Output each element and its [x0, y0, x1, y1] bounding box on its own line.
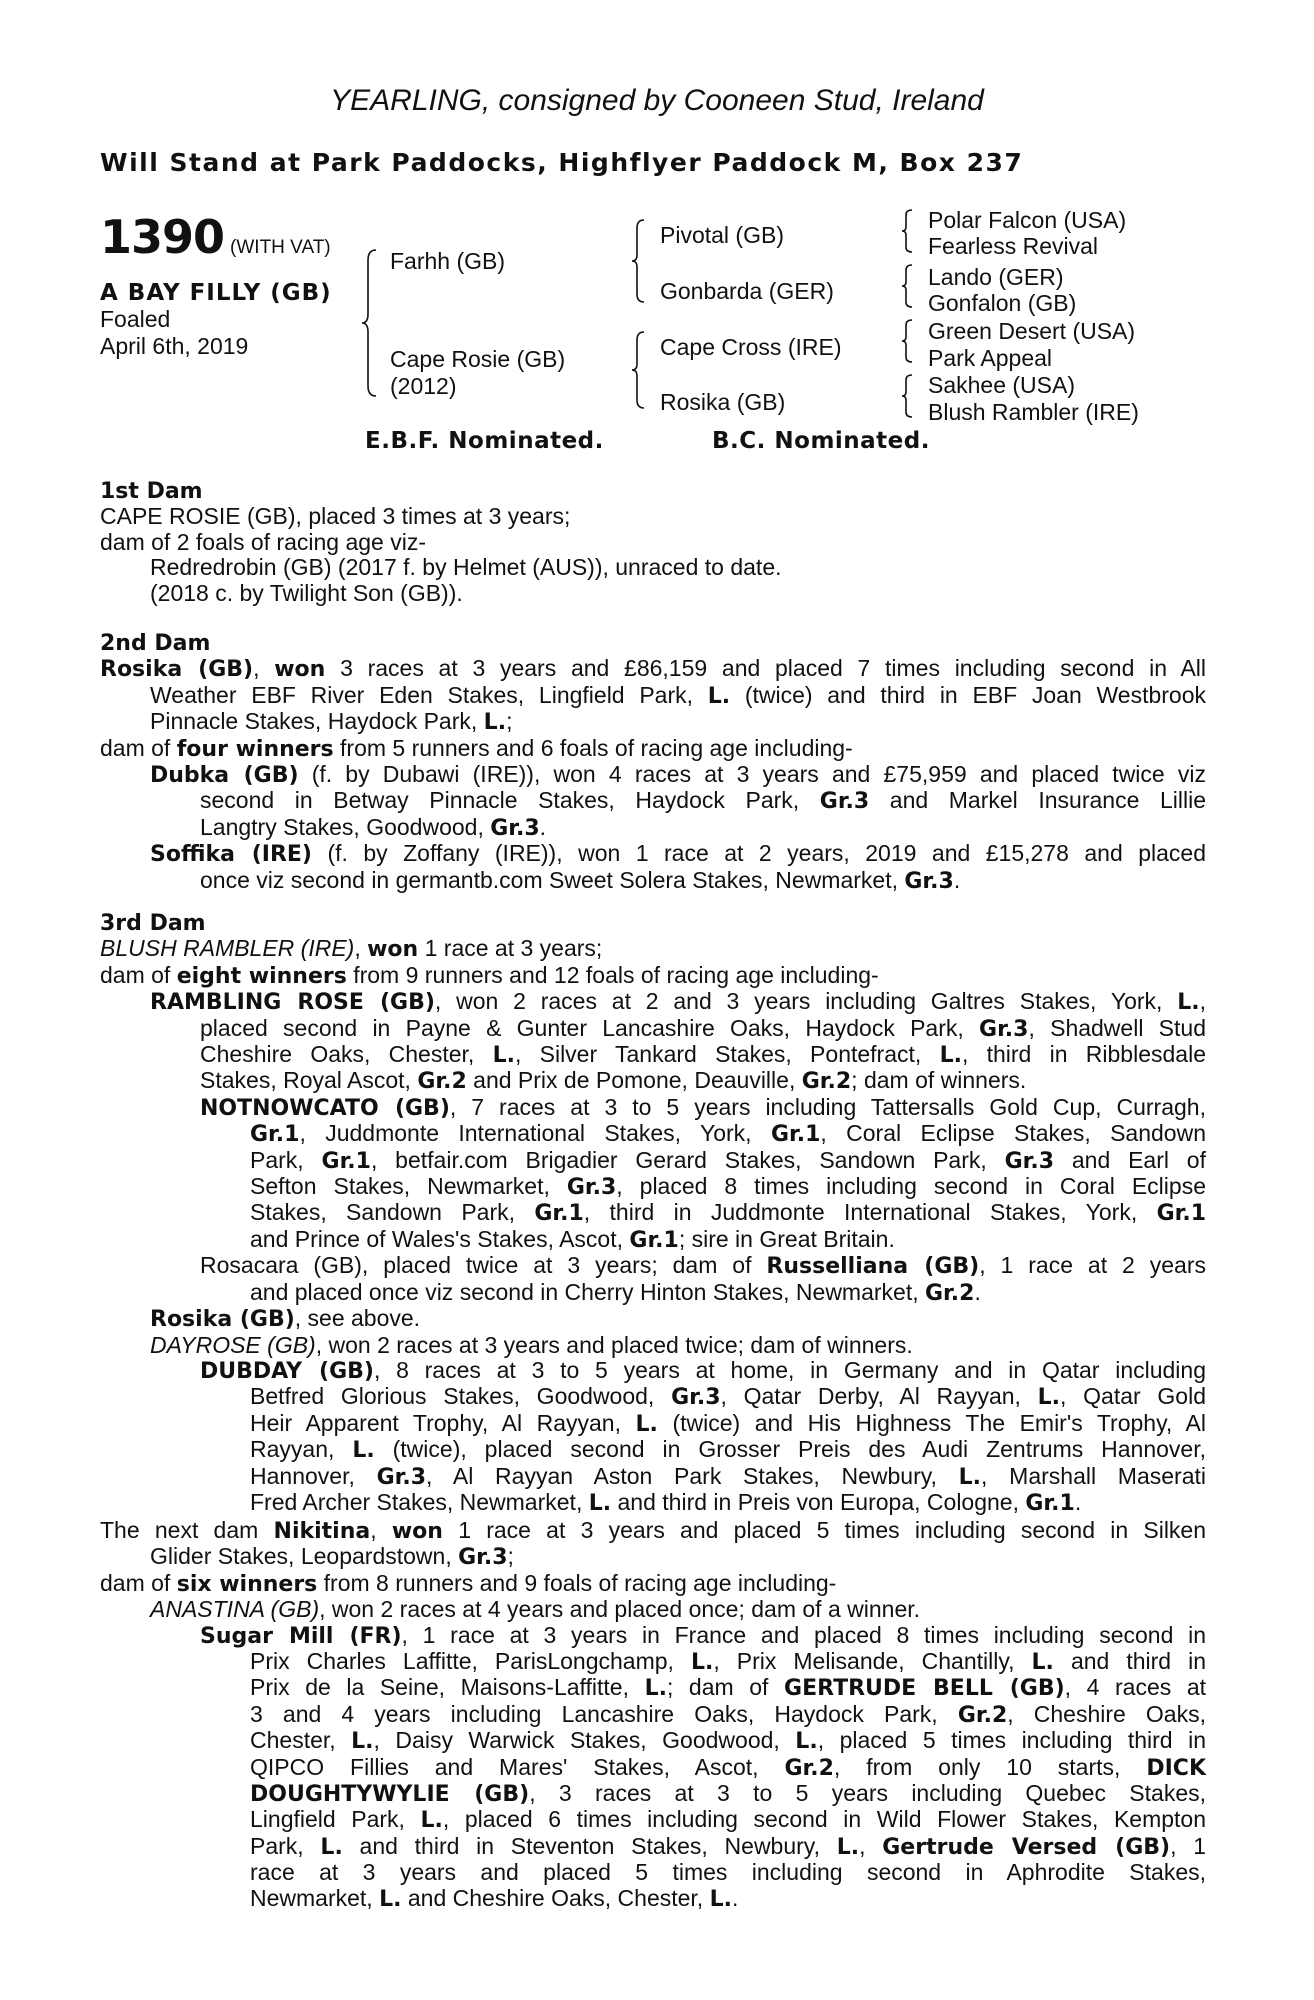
text-run: , placed 5 times including third in: [817, 1727, 1206, 1754]
pedigree-g3-8: Blush Rambler (IRE): [928, 399, 1139, 425]
text-run: , Silver Tankard Stakes, Pontefract,: [514, 1041, 940, 1068]
text-run: (twice) and third in EBF Joan Westbrook: [730, 681, 1206, 708]
text-run: , Shadwell Stud: [1028, 1014, 1207, 1041]
ebf-nominated: E.B.F. Nominated.: [365, 428, 604, 454]
pedigree-g3-3: Lando (GER): [928, 264, 1064, 290]
text-line: [150, 1306, 1256, 1332]
text-run: ; dam of: [666, 1674, 785, 1701]
foaled-date: April 6th, 2019: [100, 333, 249, 359]
text-line: [150, 709, 1256, 735]
text-run: , Cheshire Oaks,: [1007, 1700, 1206, 1727]
bold-run: Dubka (GB): [150, 763, 299, 789]
text-run: Stakes, Sandown Park,: [250, 1199, 535, 1226]
text-run: race at 3 years and placed 5 times including second in Aphrodite Stakes,: [250, 1859, 1206, 1886]
text-line: [250, 1860, 1206, 1885]
text-run: from 9 runners and 12 foals of racing age including-: [346, 961, 879, 988]
bold-run: L.: [709, 1886, 732, 1912]
text-line: [200, 1042, 1206, 1068]
bold-run: L.: [836, 1834, 860, 1860]
text-run: The next dam: [100, 1517, 274, 1543]
bold-run: Gr.2: [801, 1069, 852, 1095]
text-line: [100, 936, 1206, 962]
pedigree-g3-6: Park Appeal: [928, 345, 1053, 371]
text-run: ;: [506, 708, 513, 735]
vat-note: (WITH VAT): [230, 237, 331, 258]
text-run: (f. by Dubawi (IRE)), won 4 races at 3 years and £75,959 and placed twice viz: [298, 761, 1206, 788]
lot-number-value: 1390: [100, 210, 225, 264]
text-line: [250, 1121, 1206, 1147]
text-run: , 8 races at 3 to 5 years at home, in Germany and in Qatar including: [373, 1356, 1206, 1383]
bold-run: DUBDAY (GB): [200, 1358, 374, 1384]
text-run: .: [539, 813, 547, 840]
text-run: and Cheshire Oaks, Chester,: [401, 1884, 710, 1911]
italic-run: ANASTINA (GB): [150, 1596, 320, 1623]
text-run: Park,: [250, 1832, 321, 1859]
bold-run: Gr.2: [925, 1280, 975, 1306]
bold-run: L.: [644, 1676, 667, 1702]
bold-run: won: [274, 657, 326, 683]
text-line: [250, 1781, 1206, 1807]
sire-of-sire: Pivotal (GB): [660, 222, 784, 248]
text-line: [100, 478, 1206, 504]
text-line: [250, 1174, 1206, 1200]
text-line: [200, 1358, 1206, 1384]
section-3rd-dam: [100, 910, 1206, 1516]
text-line: [100, 656, 1206, 682]
text-line: [200, 1068, 1306, 1094]
section-next-dam: [100, 1518, 1206, 1912]
text-line: [100, 736, 1206, 762]
pedigree-g3-5: Green Desert (USA): [928, 318, 1136, 344]
text-run: ; dam of winners.: [851, 1067, 1027, 1094]
text-line: [100, 530, 1206, 555]
bold-run: won: [391, 1519, 443, 1544]
bold-run: L.: [958, 1464, 982, 1490]
bold-run: L.: [379, 1886, 402, 1912]
bold-run: Gr.3: [904, 868, 954, 894]
bold-run: Gr.3: [1004, 1148, 1055, 1174]
text-run: , 7 races at 3 to 5 years including Tattersalls Gold Cup, Curragh,: [449, 1093, 1206, 1120]
text-line: [250, 1227, 1314, 1253]
pedigree-g3-1: Polar Falcon (USA): [928, 207, 1127, 233]
text-run: .: [731, 1884, 739, 1911]
text-line: [200, 1253, 1206, 1279]
text-run: Lingfield Park,: [250, 1806, 421, 1833]
pedigree-g3-2: Fearless Revival: [928, 233, 1098, 259]
text-run: Chester,: [250, 1727, 352, 1754]
text-run: Hannover,: [250, 1462, 377, 1489]
text-run: , 1 race at 2 years: [979, 1252, 1206, 1279]
bold-run: Gr.1: [1025, 1490, 1075, 1516]
text-run: , Qatar Derby, Al Rayyan,: [720, 1383, 1038, 1410]
bold-run: Gr.1: [629, 1227, 679, 1253]
text-run: , from only 10 starts,: [833, 1753, 1147, 1780]
sire-of-dam: Cape Cross (IRE): [660, 334, 842, 360]
text-run: (f. by Zoffany (IRE)), won 1 race at 2 years, 2019 and £15,278 and placed: [311, 840, 1206, 867]
text-line: [150, 762, 1206, 788]
text-run: Rayyan,: [250, 1436, 353, 1463]
bold-run: Gr.3: [458, 1545, 508, 1571]
bold-run: Gr.1: [1156, 1201, 1206, 1227]
text-line: [100, 1518, 1206, 1544]
bold-run: Rosika (GB): [100, 657, 254, 683]
text-run: Weather EBF River Eden Stakes, Lingfield Park,: [150, 681, 708, 708]
text-run: Langtry Stakes, Goodwood,: [200, 813, 491, 840]
text-line: [250, 1702, 1206, 1728]
text-run: and third in: [1053, 1648, 1206, 1675]
text-line: [200, 1016, 1206, 1042]
text-run: Fred Archer Stakes, Newmarket,: [250, 1488, 589, 1515]
bold-run: Rosika (GB): [150, 1307, 295, 1333]
text-run: , Prix Melisande, Chantilly,: [713, 1648, 1032, 1675]
text-run: ; sire in Great Britain.: [678, 1225, 895, 1252]
text-run: Pinnacle Stakes, Haydock Park,: [150, 708, 484, 735]
text-run: and Prince of Wales's Stakes, Ascot,: [250, 1225, 630, 1252]
text-run: , Al Rayyan Aston Park Stakes, Newbury,: [426, 1462, 959, 1489]
bold-run: L.: [1031, 1650, 1054, 1676]
text-run: and Markel Insurance Lillie: [869, 787, 1206, 814]
bc-nominated: B.C. Nominated.: [712, 428, 930, 454]
text-run: .: [974, 1278, 981, 1305]
bold-run: Gertrude Versed (GB): [882, 1834, 1171, 1860]
text-run: , 1: [1170, 1832, 1207, 1859]
text-run: (twice), placed second in Grosser Preis des Audi Zentrums Hannover,: [374, 1436, 1207, 1463]
text-line: [150, 841, 1206, 867]
italic-run: DAYROSE (GB): [150, 1331, 316, 1358]
pedigree-brace-ds: [900, 318, 914, 364]
lot-number: [100, 210, 331, 264]
text-run: , see above.: [294, 1305, 421, 1332]
foaled-label: Foaled: [100, 306, 171, 332]
text-line: [250, 1437, 1206, 1463]
text-run: dam of: [100, 734, 177, 761]
pedigree-brace-sire: [630, 218, 646, 304]
text-line: [100, 504, 1206, 529]
bold-run: Gr.3: [376, 1464, 427, 1490]
bold-run: L.: [1177, 990, 1200, 1016]
text-line: [150, 683, 1206, 709]
text-line: [250, 1148, 1206, 1174]
pedigree-g3-7: Sakhee (USA): [928, 372, 1076, 398]
text-run: Park,: [250, 1146, 322, 1173]
bold-run: GERTRUDE BELL (GB): [784, 1676, 1065, 1702]
text-line: [100, 963, 1206, 989]
text-line: [250, 1464, 1206, 1490]
bold-run: L.: [483, 710, 507, 736]
text-line: [200, 1095, 1206, 1121]
text-run: Prix de la Seine, Maisons-Laffitte,: [250, 1674, 645, 1701]
bold-run: Gr.3: [671, 1385, 721, 1411]
text-line: [150, 1333, 1256, 1358]
text-line: [250, 1649, 1206, 1675]
bold-run: L.: [492, 1043, 515, 1069]
text-run: Cheshire Oaks, Chester,: [200, 1041, 493, 1068]
heading: 2nd Dam: [100, 631, 211, 656]
pedigree-brace-dd: [900, 373, 914, 419]
bold-run: Gr.1: [250, 1122, 300, 1148]
text-run: , 3 races at 3 to 5 years including Quebec Stakes,: [529, 1780, 1206, 1807]
bold-run: Gr.3: [490, 815, 540, 841]
text-line: [250, 1755, 1206, 1781]
bold-run: Gr.3: [979, 1016, 1029, 1042]
bold-run: Gr.3: [566, 1175, 617, 1201]
text-line: [250, 1384, 1206, 1410]
text-line: [200, 815, 1306, 841]
bold-run: Gr.2: [417, 1069, 467, 1095]
text-run: , Coral Eclipse Stakes, Sandown: [820, 1120, 1206, 1147]
text-line: [250, 1200, 1206, 1226]
pedigree-brace-main: [360, 248, 378, 398]
text-run: Heir Apparent Trophy, Al Rayyan,: [250, 1409, 636, 1436]
bold-run: L.: [795, 1729, 818, 1755]
text-line: [150, 989, 1206, 1015]
stand-location: Will Stand at Park Paddocks, Highflyer Paddock M, Box 237: [100, 148, 1024, 177]
text-line: [250, 1886, 1314, 1912]
horse-description: A BAY FILLY (GB): [100, 280, 332, 306]
bold-run: Gr.1: [321, 1148, 371, 1174]
text-run: , Daisy Warwick Stakes, Goodwood,: [373, 1727, 796, 1754]
text-line: [200, 1623, 1206, 1649]
bold-run: NOTNOWCATO (GB): [200, 1095, 450, 1121]
text-run: , placed 6 times including second in Wild Flower Stakes, Kempton: [442, 1806, 1207, 1833]
text-run: ,: [354, 935, 368, 962]
text-line: [150, 1544, 1256, 1570]
foaled-info: [100, 306, 248, 360]
text-line: [200, 868, 1306, 894]
text-run: , third in Ribblesdale: [961, 1041, 1206, 1068]
text-run: Prix Charles Laffitte, ParisLongchamp,: [250, 1648, 691, 1675]
italic-run: BLUSH RAMBLER (IRE): [100, 935, 355, 962]
heading: 1st Dam: [100, 479, 203, 504]
text-run: and Earl of: [1054, 1146, 1206, 1173]
pedigree-brace-dam: [630, 330, 646, 410]
text-line: [250, 1675, 1206, 1701]
bold-run: RAMBLING ROSE (GB): [150, 990, 435, 1016]
text-run: .: [953, 866, 961, 893]
text-run: Glider Stakes, Leopardstown,: [150, 1543, 459, 1570]
bold-run: L.: [351, 1729, 374, 1755]
text-run: and Prix de Pomone, Deauville,: [466, 1067, 802, 1094]
section-1st-dam: [100, 478, 1206, 606]
text-run: .: [1074, 1488, 1082, 1515]
pedigree-brace-sd: [900, 263, 914, 309]
text-run: ,: [859, 1832, 883, 1859]
pedigree-g3-4: Gonfalon (GB): [928, 290, 1077, 316]
text-run: from 5 runners and 6 foals of racing age including-: [333, 734, 853, 761]
bold-run: won: [367, 937, 419, 963]
text-run: , Marshall Maserati: [981, 1462, 1206, 1489]
text-run: once viz second in germantb.com Sweet Solera Stakes, Newmarket,: [200, 866, 905, 893]
text-run: CAPE ROSIE (GB), placed 3 times at 3 years;: [100, 503, 571, 530]
text-run: second in Betway Pinnacle Stakes, Haydock Park,: [200, 787, 820, 814]
text-run: , betfair.com Brigadier Gerard Stakes, Sandown Park,: [370, 1146, 1005, 1173]
text-run: , won 2 races at 2 and 3 years including Galtres Stakes, York,: [434, 988, 1178, 1015]
bold-run: DICK: [1146, 1755, 1206, 1781]
section-2nd-dam: [100, 630, 1206, 894]
bold-run: L.: [320, 1834, 343, 1860]
bold-run: L.: [690, 1650, 714, 1676]
bold-run: Russelliana (GB): [766, 1254, 980, 1280]
dam-year: (2012): [390, 373, 457, 399]
bold-run: Gr.2: [784, 1755, 834, 1781]
consignment-line: YEARLING, consigned by Cooneen Stud, Ireland: [330, 84, 984, 117]
text-run: ,: [253, 655, 275, 682]
bold-run: L.: [420, 1808, 443, 1834]
text-line: [100, 1571, 1206, 1597]
text-line: [250, 1280, 1314, 1306]
text-line: [250, 1490, 1314, 1516]
text-run: 3 races at 3 years and £86,159 and placed 7 times including second in All: [325, 655, 1207, 682]
text-run: , Juddmonte International Stakes, York,: [299, 1120, 771, 1147]
text-line: [250, 1834, 1206, 1860]
dam: Cape Rosie (GB): [390, 346, 566, 372]
text-line: [100, 910, 1206, 936]
text-run: ,: [370, 1517, 392, 1543]
bold-run: L.: [352, 1438, 375, 1464]
text-run: (twice) and His Highness The Emir's Trophy, Al: [657, 1409, 1206, 1436]
text-run: and third in Steventon Stakes, Newbury,: [342, 1832, 837, 1859]
dam-of-sire: Gonbarda (GER): [660, 278, 834, 304]
bold-run: Gr.3: [819, 789, 870, 815]
text-line: [250, 1728, 1206, 1754]
text-run: (2018 c. by Twilight Son (GB)).: [150, 579, 463, 606]
pedigree-brace-ss: [900, 208, 914, 254]
text-run: , third in Juddmonte International Stakes, York,: [583, 1199, 1157, 1226]
bold-run: L.: [707, 683, 731, 709]
bold-run: L.: [588, 1490, 612, 1516]
text-run: ,: [1199, 988, 1206, 1015]
bold-run: Gr.2: [957, 1702, 1008, 1728]
bold-run: DOUGHTYWYLIE (GB): [250, 1782, 530, 1808]
bold-run: Sugar Mill (FR): [200, 1623, 402, 1649]
text-run: from 8 runners and 9 foals of racing age including-: [317, 1569, 837, 1596]
bold-run: four winners: [176, 736, 334, 762]
text-line: [200, 788, 1206, 814]
text-run: ;: [507, 1543, 514, 1570]
bold-run: L.: [635, 1411, 658, 1437]
text-run: placed second in Payne & Gunter Lancashire Oaks, Haydock Park,: [200, 1014, 980, 1041]
text-run: dam of: [100, 961, 177, 988]
text-run: , won 2 races at 4 years and placed once; dam of a winner.: [319, 1596, 921, 1623]
text-line: [250, 1807, 1206, 1833]
heading: 3rd Dam: [100, 911, 206, 936]
sire: Farhh (GB): [390, 248, 506, 274]
text-run: , won 2 races at 3 years and placed twice; dam of winners.: [315, 1331, 913, 1358]
text-run: Sefton Stakes, Newmarket,: [250, 1173, 567, 1200]
text-run: dam of 2 foals of racing age viz-: [100, 528, 426, 555]
text-line: [150, 555, 1256, 580]
text-run: , Qatar Gold: [1060, 1383, 1206, 1410]
bold-run: L.: [939, 1043, 962, 1069]
text-run: 1 race at 3 years and placed 5 times including second in Silken: [442, 1517, 1207, 1543]
text-run: and placed once viz second in Cherry Hinton Stakes, Newmarket,: [250, 1278, 925, 1305]
bold-run: L.: [1037, 1385, 1061, 1411]
text-line: [150, 1597, 1256, 1622]
text-run: , placed 8 times including second in Coral Eclipse: [616, 1173, 1206, 1200]
text-run: Rosacara (GB), placed twice at 3 years; dam of: [200, 1252, 767, 1279]
text-run: , 4 races at: [1064, 1674, 1207, 1701]
text-run: 3 and 4 years including Lancashire Oaks, Haydock Park,: [250, 1700, 958, 1727]
text-run: Redredrobin (GB) (2017 f. by Helmet (AUS)), unraced to date.: [150, 554, 782, 581]
bold-run: Soffika (IRE): [150, 842, 312, 868]
bold-run: eight winners: [176, 963, 347, 989]
text-line: [100, 630, 1206, 656]
text-run: 1 race at 3 years;: [418, 935, 603, 962]
text-run: Newmarket,: [250, 1884, 380, 1911]
bold-run: Gr.1: [534, 1201, 584, 1227]
bold-run: six winners: [176, 1571, 318, 1597]
text-run: dam of: [100, 1569, 177, 1596]
dam-of-dam: Rosika (GB): [660, 389, 786, 415]
text-run: Betfred Glorious Stakes, Goodwood,: [250, 1383, 672, 1410]
text-run: QIPCO Fillies and Mares' Stakes, Ascot,: [250, 1753, 785, 1780]
text-run: and third in Preis von Europa, Cologne,: [611, 1488, 1026, 1515]
text-line: [250, 1411, 1206, 1437]
text-run: Stakes, Royal Ascot,: [200, 1067, 418, 1094]
text-run: , 1 race at 3 years in France and placed 8 times including second in: [401, 1621, 1206, 1648]
bold-run: Gr.1: [770, 1122, 821, 1148]
text-line: [150, 581, 1256, 606]
bold-run: Nikitina: [273, 1519, 371, 1544]
